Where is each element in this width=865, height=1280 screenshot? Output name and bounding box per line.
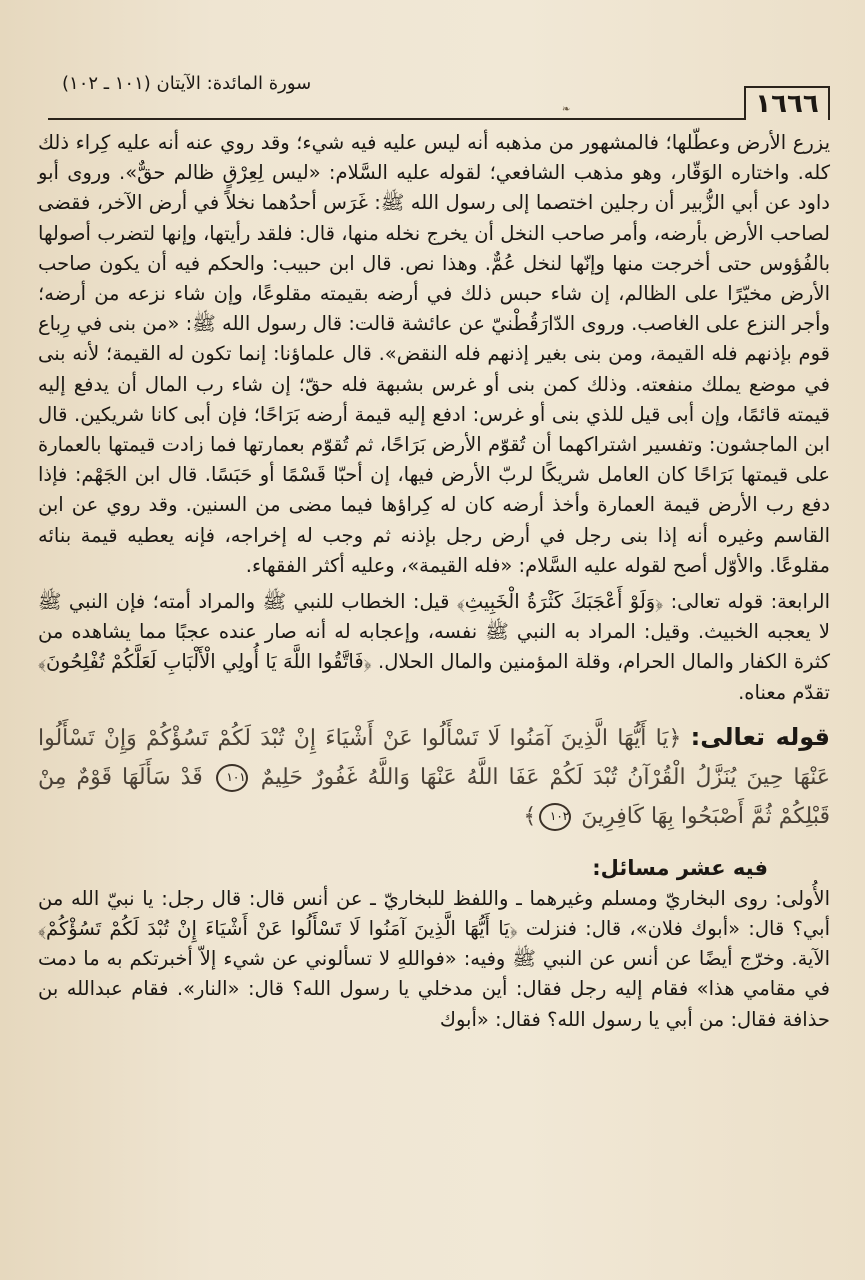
page-header (40, 72, 830, 122)
paragraph-first-issue: الأُولى: روى البخاريّ ومسلم وغيرهما ـ واللفظ للبخاريّ ـ عن أنس قال: قال رجل: يا نبيّ الله من أبي؟ قال: «أبوك فلان»، قال: فنزلت ﴿يَا أَيُّهَا الَّذِينَ آمَنُوا لَا تَسْأَلُوا عَنْ أَشْيَاءَ إِنْ تُبْدَ لَكُمْ تَسُؤْكُمْ﴾ الآية. وخرّج أيضًا عن أنس عن النبي ﷺ وفيه: «فواللهِ لا تسألوني عن شيء إلاّ أخبرتكم به ما دمت في مقامي هذا» فقام إليه رجل فقال: أين مدخلي يا رسول الله؟ قال: «النار». فقام عبدالله بن حذافة فقال: من أبي يا رسول الله؟ فقال: «أبوك (38, 886, 830, 1031)
header-rule (48, 118, 746, 120)
body-text (38, 128, 830, 1035)
verse-label: قوله تعالى: (690, 722, 830, 751)
verse-close-bracket: ﴾ (523, 803, 537, 829)
section-heading: فيه عشر مسائل: (592, 855, 768, 880)
paragraph-fourth-issue: الرابعة: قوله تعالى: ﴿وَلَوْ أَعْجَبَكَ كَثْرَةُ الْخَبِيثِ﴾ قيل: الخطاب للنبي ﷺ والمراد أمته؛ فإن النبي ﷺ لا يعجبه الخبيث. وقيل: المراد به النبي ﷺ نفسه، وإعجابه له أنه صار عنده عجبًا مما يشاهده من كثرة الكفار والمال الحرام، وقلة المؤمنين والمال الحلال. ﴿فَاتَّقُوا اللَّهَ يَا أُولِي الْأَلْبَابِ لَعَلَّكُمْ تُفْلِحُونَ﴾ تقدّم معناه. (38, 590, 830, 704)
ayah-number-101: ١٠١ (216, 764, 248, 792)
verse-text-part-1: ﴿يَا أَيُّهَا الَّذِينَ آمَنُوا لَا تَسْأَلُوا عَنْ أَشْيَاءَ إِنْ تُبْدَ لَكُمْ تَسُؤْكُمْ وَإِنْ تَسْأَلُوا عَنْهَا حِينَ يُنَزَّلُ الْقُرْآنُ تُبْدَ لَكُمْ عَفَا اللَّهُ عَنْهَا وَاللَّهُ غَفُورٌ حَلِيمٌ (38, 725, 831, 790)
ayah-number-102: ١٠٢ (539, 803, 571, 831)
running-title: سورة المائدة: الآيتان (١٠١ ـ ١٠٢) (62, 73, 312, 94)
page-number: ١٦٦٦ (744, 86, 830, 120)
verse-text-part-2: قَدْ سَأَلَهَا قَوْمٌ مِنْ قَبْلِكُمْ ثُمَّ أَصْبَحُوا بِهَا كَافِرِينَ (38, 764, 830, 829)
paragraph-third-issue-continued: يزرع الأرض وعطّلها؛ فالمشهور من مذهبه أنه ليس عليه فيه شيء؛ وقد روي عنه أنه عليه كِراء ذلك كله. واختاره الوَقّار، وهو مذهب الشافعي؛ لقوله عليه السَّلام: «ليس لِعِرْقٍ ظالم حقٌّ». وروى أبو داود عن أبي الزُّبير أن رجلين اختصما إلى رسول الله ﷺ: غَرَس أحدُهما نخلاً في أرض الآخر، فقضى لصاحب الأرض بأرضه، وأمر صاحب النخل أن يخرج نخله منها، قال: فلقد رأيتها، وإنها لتضرب أصولها بالفُؤوس حتى أخرجت منها وإنّها لنخل عُمٌّ. وهذا نص. قال ابن حبيب: والحكم فيه أن يكون صاحب الأرض مخيّرًا على الظالم، إن شاء حبس ذلك في أرضه بقيمته مقلوعًا، وإن شاء نزعه من أرضه؛ وأجر النزع على الغاصب. وروى الدّارَقُطْنيّ عن عائشة قالت: قال رسول الله ﷺ: «من بنى في رِباع قوم بإذنهم فله القيمة، ومن بنى بغير إذنهم فله النقض». قال علماؤنا: إنما تكون له القيمة؛ لأنه بنى في موضع يملك منفعته. وذلك كمن بنى أو غرس بشبهة فله حقّ؛ إن شاء رب المال أن يدفع إليه قيمته قائمًا، وإن أبى قيل للذي بنى أو غرس: ادفع إليه قيمة أرضه بَرَاحًا؛ فإن أبى كانا شريكين. قال ابن الماجشون: وتفسير اشتراكهما أن تُقوّم الأرض بَرَاحًا، ثم تُقوّم بعمارتها فما زادت قيمتها بالعمارة على قيمتها بَرَاحًا كان العامل شريكًا لربّ الأرض فيها، إن أحبّا قَسْمًا أو حَبَسًا. قال ابن الجَهْم: فإذا دفع رب الأرض قيمة العمارة وأخذ أرضه كان له كِراؤها فيما مضى من السنين. وقد روي عن ابن القاسم وغيره أنه إذا بنى رجل في أرض رجل بإذنه ثم وجب له إخراجه، فإنه يعطيه قيمة بنائه مقلوعًا. والأوّل أصح لقوله عليه السَّلام: «فله القيمة»، وعليه أكثر الفقهاء. (38, 131, 830, 577)
verse-block (38, 718, 830, 836)
header-ornament-icon: ❧ (562, 104, 571, 115)
